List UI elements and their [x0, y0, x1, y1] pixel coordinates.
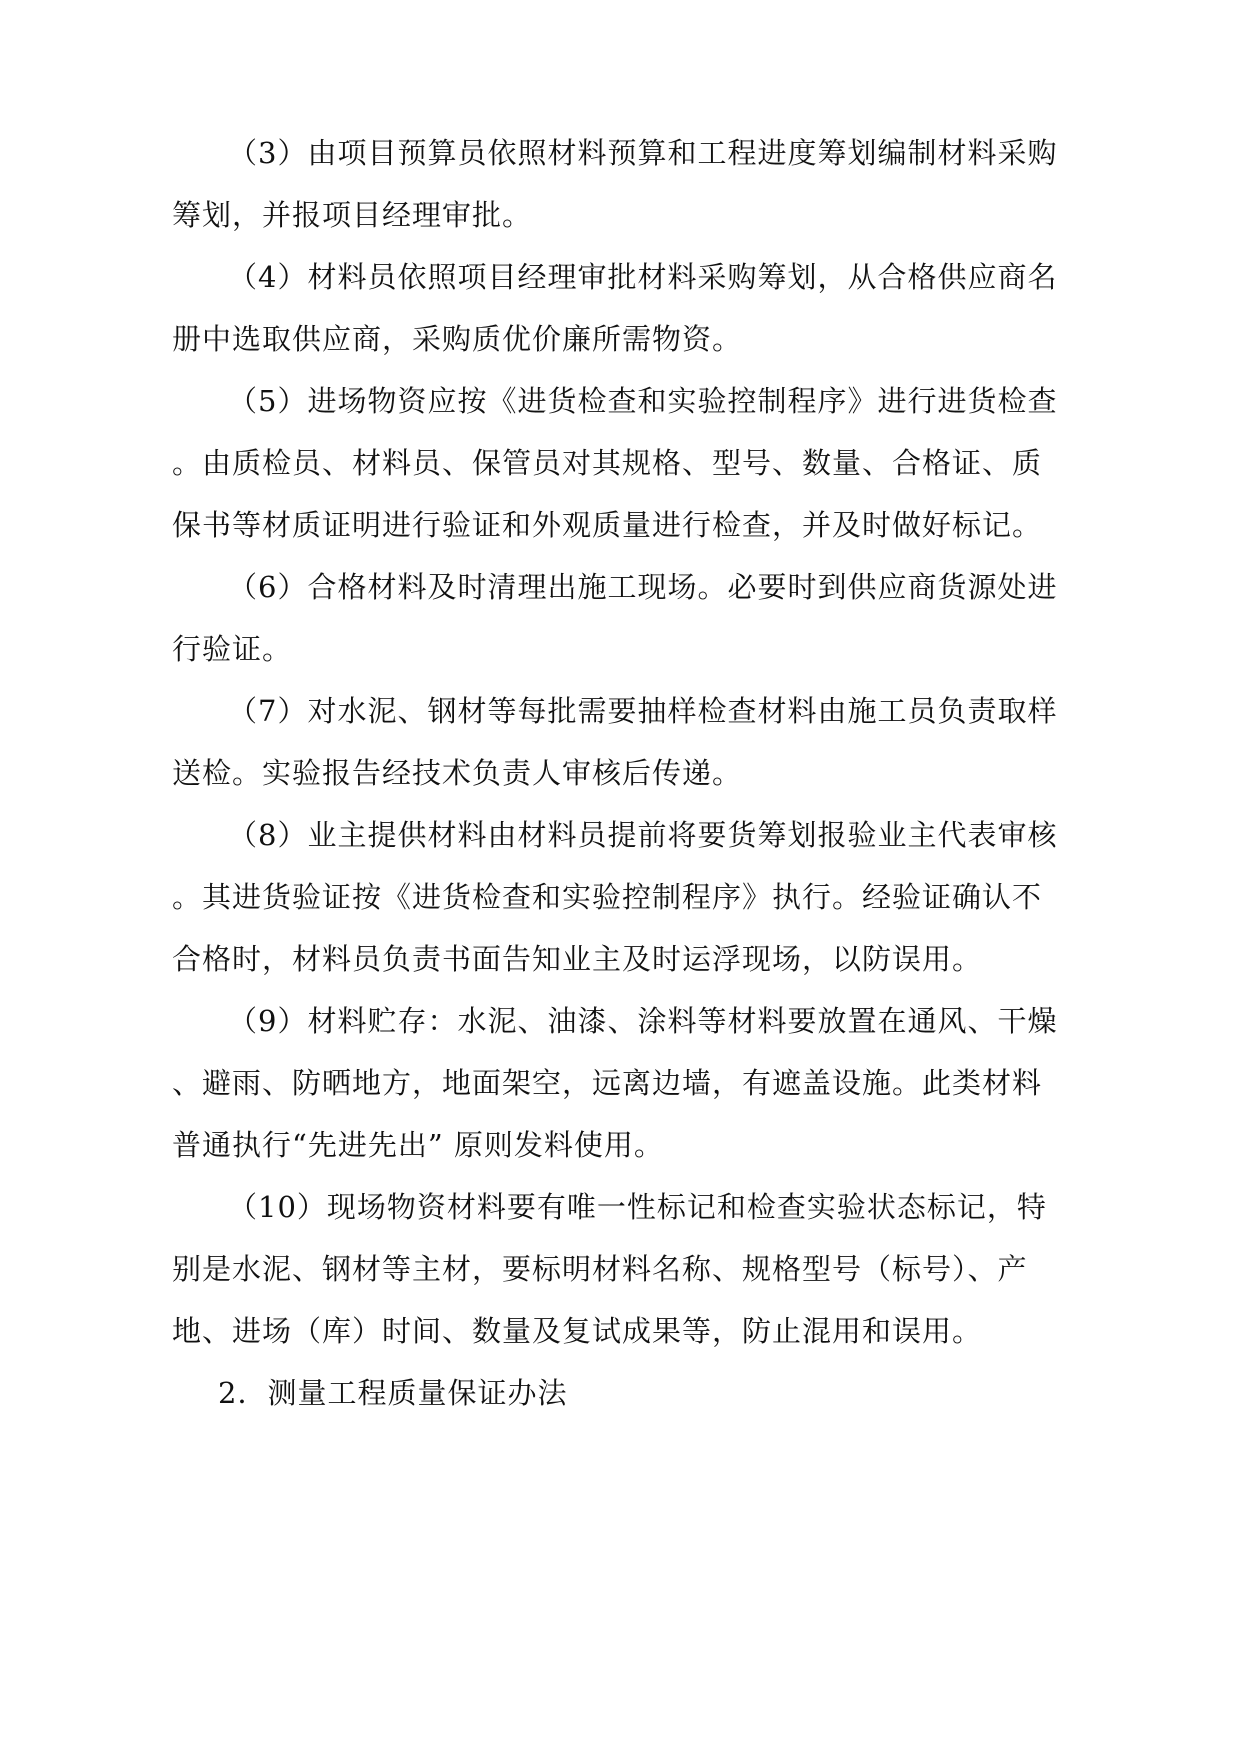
para-7-line-1: （7）对水泥、钢材等每批需要抽样检查材料由施工员负责取样	[228, 694, 1058, 728]
para-9-line-2: 、避雨、防晒地方，地面架空，远离边墙，有遮盖设施。此类材料	[172, 1066, 1043, 1100]
para-5-line-3: 保书等材质证明进行验证和外观质量进行检查，并及时做好标记。	[172, 508, 1043, 542]
section-heading: 2．测量工程质量保证办法	[218, 1376, 568, 1410]
para-5-line-1: （5）进场物资应按《进货检查和实验控制程序》进行进货检查	[228, 384, 1058, 418]
para-10-line-1: （10）现场物资材料要有唯一性标记和检查实验状态标记，特	[228, 1190, 1047, 1224]
para-8-line-1: （8）业主提供材料由材料员提前将要货筹划报验业主代表审核	[228, 818, 1058, 852]
para-9-line-3: 普通执行“先进先出” 原则发料使用。	[172, 1128, 664, 1162]
para-9-line-1: （9）材料贮存：水泥、油漆、涂料等材料要放置在通风、干燥	[228, 1004, 1058, 1038]
para-3-line-2: 筹划，并报项目经理审批。	[172, 198, 533, 232]
para-10-line-3: 地、进场（库）时间、数量及复试成果等，防止混用和误用。	[172, 1314, 983, 1348]
para-7-line-2: 送检。实验报告经技术负责人审核后传递。	[172, 756, 743, 790]
para-6-line-2: 行验证。	[172, 632, 293, 666]
para-3-line-1: （3）由项目预算员依照材料预算和工程进度筹划编制材料采购	[228, 136, 1058, 170]
para-5-line-2: 。由质检员、材料员、保管员对其规格、型号、数量、合格证、质	[172, 446, 1043, 480]
para-6-line-1: （6）合格材料及时清理出施工现场。必要时到供应商货源处进	[228, 570, 1058, 604]
para-8-line-2: 。其进货验证按《进货检查和实验控制程序》执行。经验证确认不	[172, 880, 1043, 914]
para-10-line-2: 别是水泥、钢材等主材，要标明材料名称、规格型号（标号）、产	[172, 1252, 1028, 1286]
para-8-line-3: 合格时，材料员负责书面告知业主及时运浮现场，以防误用。	[172, 942, 983, 976]
para-4-line-1: （4）材料员依照项目经理审批材料采购筹划，从合格供应商名	[228, 260, 1058, 294]
para-4-line-2: 册中选取供应商，采购质优价廉所需物资。	[172, 322, 743, 356]
